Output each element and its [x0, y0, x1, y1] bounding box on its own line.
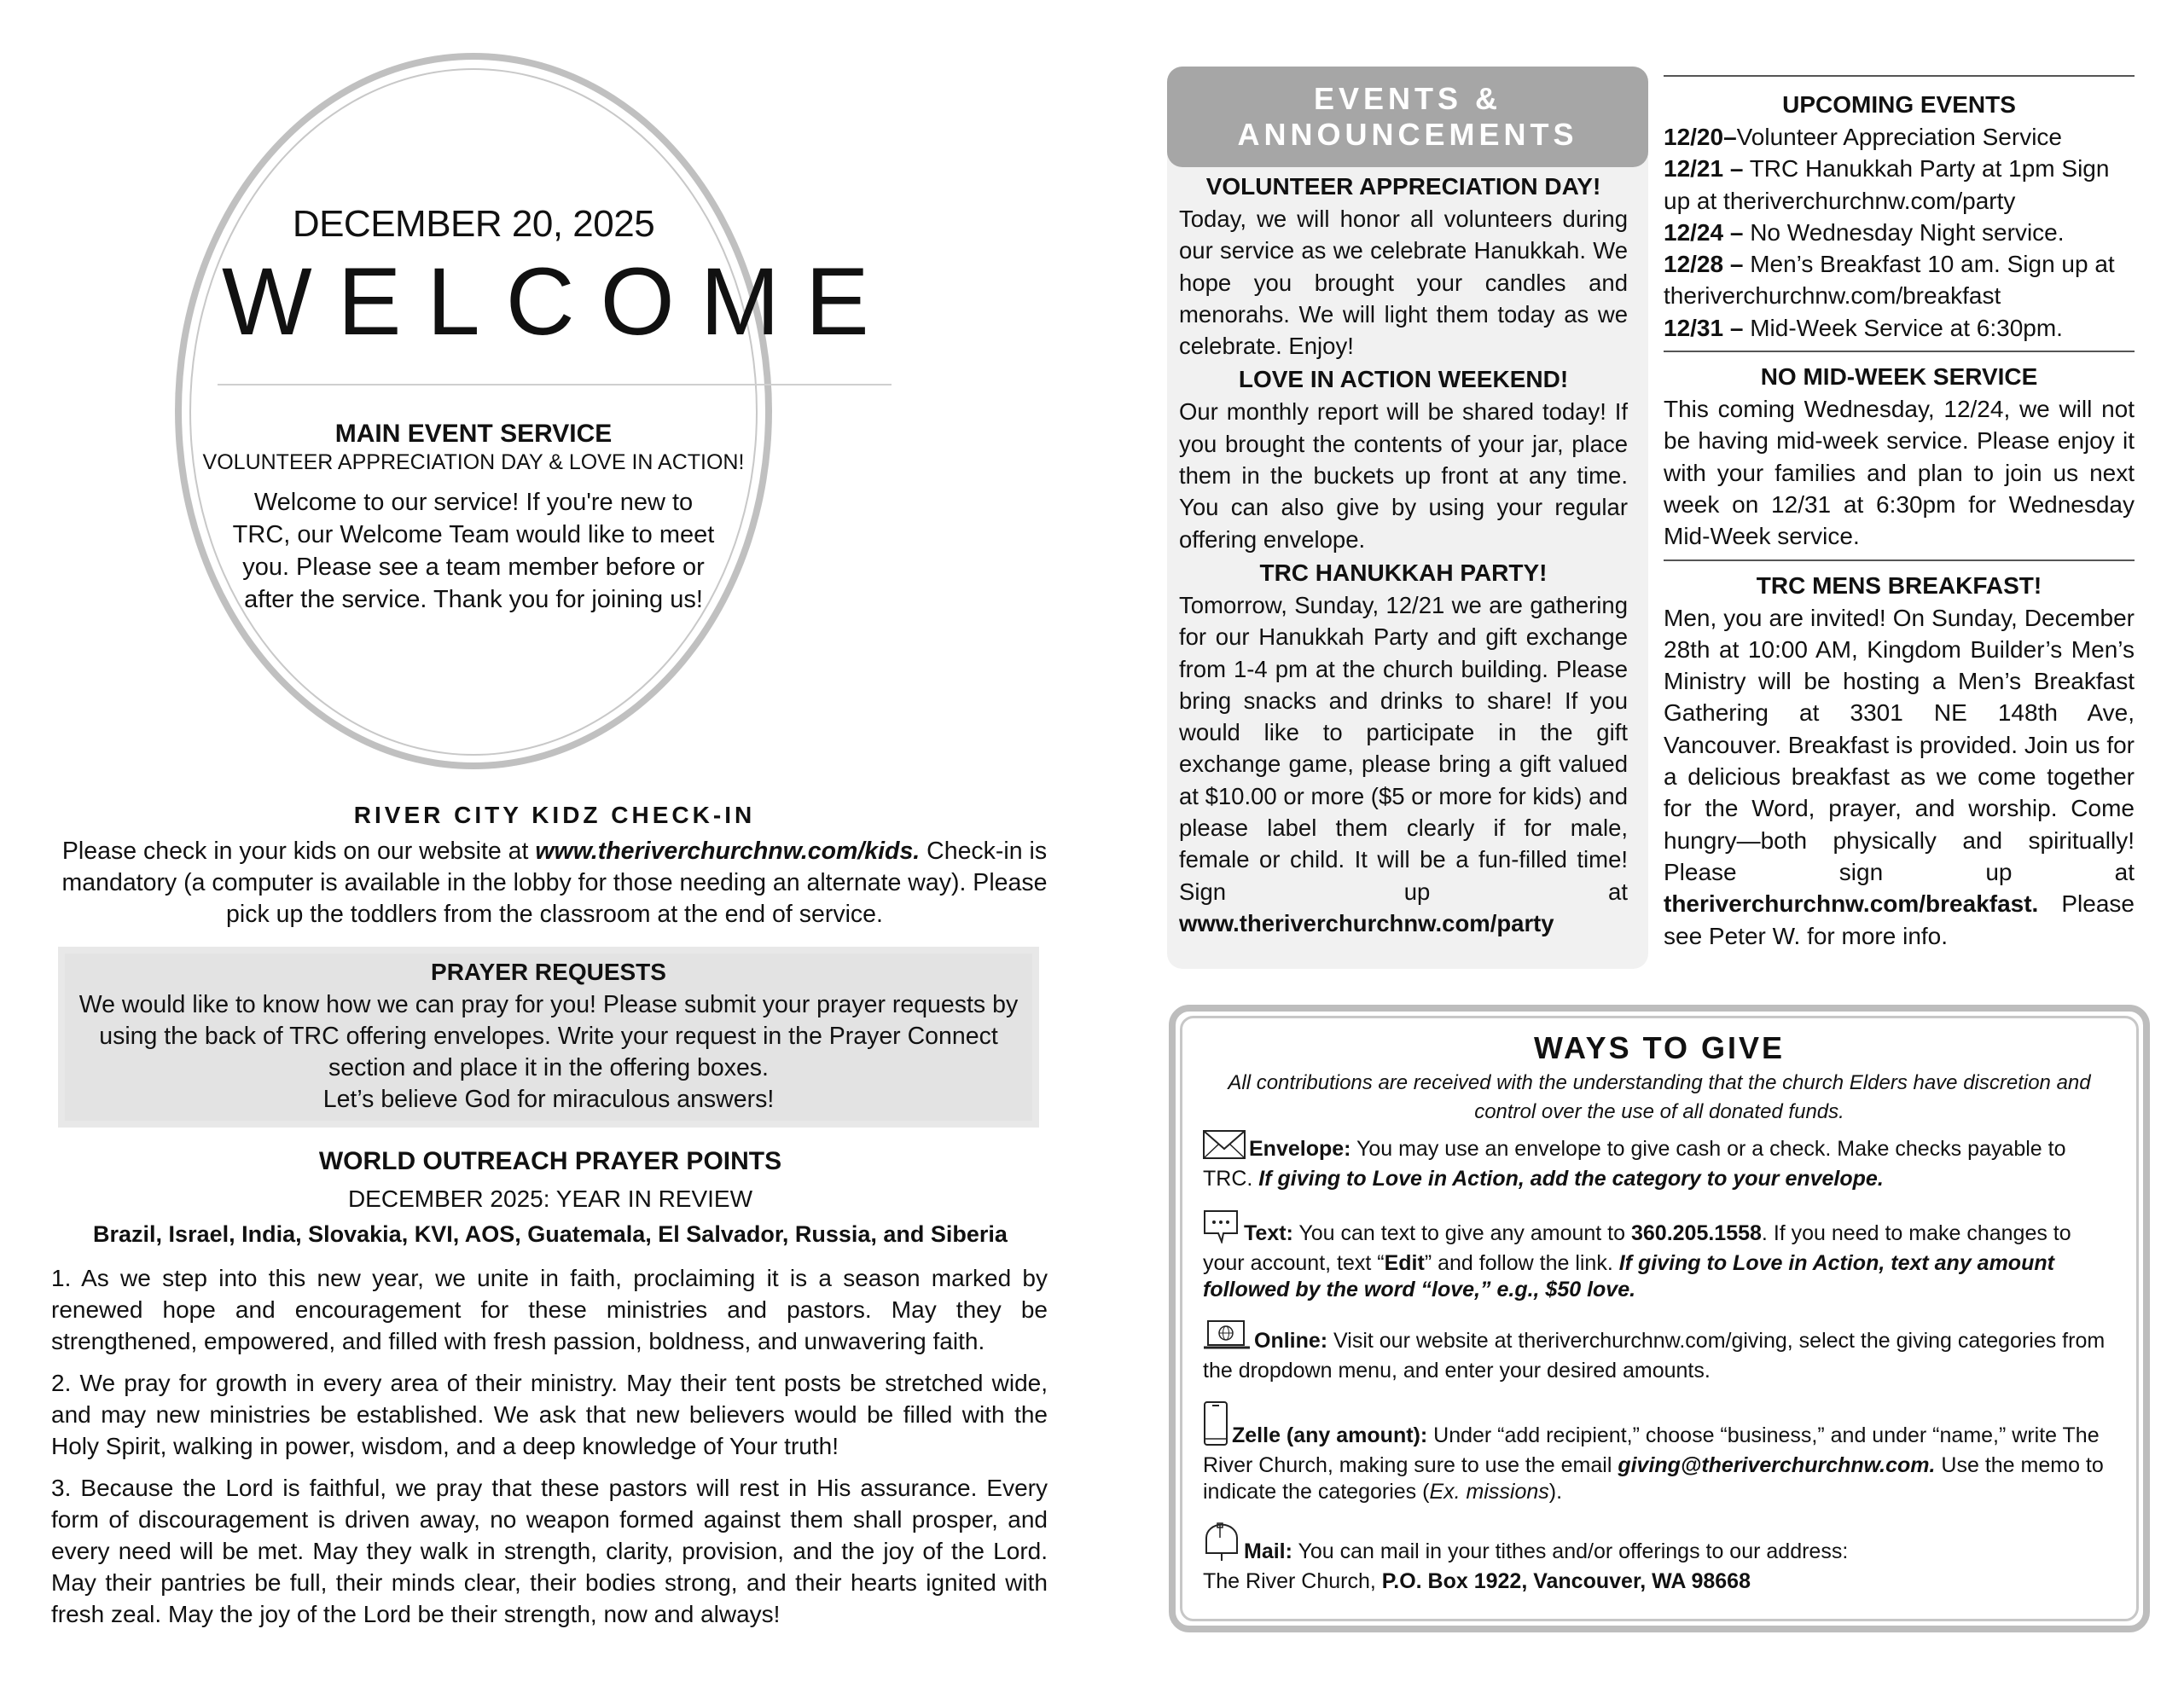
envelope-text: You may use an envelope to give cash or a check. Make checks payable to TRC. — [1203, 1137, 2066, 1191]
breakfast-link[interactable]: theriverchurchnw.com/breakfast. — [1664, 890, 2039, 918]
upcoming-event — [1664, 153, 2135, 217]
mail-address: P.O. Box 1922, Vancouver, WA 98668 — [1381, 1569, 1751, 1593]
events-list — [1179, 171, 1628, 941]
breakfast-body — [1664, 602, 2135, 952]
ways-to-give-title: WAYS TO GIVE — [1533, 1030, 1786, 1065]
event-body-text: Tomorrow, Sunday, 12/21 we are gathering for our Hanukkah Party and gift exchange from 1-4 pm at the church building. Please bring snacks and drinks to share! If you would like to participate in the gift exchange game, please bring a gift valued at $10.00 or more ($5 or more for kids) and please label them clearly if for male, female or child. It will be a fun-filled time! Sign up at — [1179, 591, 1628, 905]
online-label: Online: — [1254, 1329, 1328, 1353]
envelope-icon — [1203, 1130, 1246, 1166]
upcoming-event — [1664, 248, 2135, 312]
service-date: DECEMBER 20, 2025 — [292, 203, 655, 245]
event-body: Today, we will honor all volunteers during our service as we celebrate Hanukkah. We hope you brought your candles and menorahs. We will light them today as we celebrate. Enjoy! — [1179, 206, 1628, 360]
zelle-text3: ). — [1548, 1480, 1563, 1504]
text-text1: You can text to give any amount to — [1292, 1221, 1631, 1245]
prayer-point: 1. As we step into this new year, we unite in faith, proclaiming it is a season marked by renewed hope and encouragement for these ministries and pastors. May they be strengthened, empowered, and filled with fresh passion, boldness, and unwavering faith. — [51, 1265, 1048, 1354]
prayer-closing: Let’s believe God for miraculous answers! — [322, 1086, 775, 1113]
giving-method-text — [1203, 1209, 2107, 1303]
mail-text: You can mail in your tithes and/or offerings to our address: — [1292, 1539, 1849, 1563]
event-title: TRC HANUKKAH PARTY! — [1259, 559, 1548, 586]
welcome-divider — [218, 384, 892, 386]
zelle-text1: Under “add recipient,” choose “business,” and under “name,” write The River Church, making sure to use the email — [1203, 1423, 2100, 1477]
giving-method-mail — [1203, 1522, 2107, 1595]
kidz-text-pre: Please check in your kids on our website at — [61, 838, 536, 865]
text-label: Text: — [1244, 1221, 1293, 1245]
laptop-globe-icon — [1203, 1320, 1251, 1358]
giving-method-online — [1203, 1320, 2107, 1384]
kidz-link[interactable]: www.theriverchurchnw.com/kids. — [535, 838, 921, 865]
upcoming-event-text: TRC Hanukkah Party at 1pm Sign up at theriverchurchnw.com/party — [1664, 155, 2110, 214]
upcoming-event-date: 12/28 – — [1664, 251, 1744, 278]
section-divider — [1664, 75, 2135, 77]
upcoming-events-title: UPCOMING EVENTS — [1782, 91, 2016, 118]
welcome-heading: WELCOME — [222, 248, 895, 355]
prayer-point: 3. Because the Lord is faithful, we pray that these pastors will rest in His assurance. Every form of discouragement is driven away, no weapon formed against them shall prosper, and every need will be met. May they walk in strength, clarity, provision, and the joy of the Lord. May their pantries be full, their minds clear, their bodies strong, and their hearts ignited with fresh zeal. May the joy of the Lord be their strength, now and always! — [51, 1475, 1048, 1627]
upcoming-event-date: 12/21 – — [1664, 155, 1744, 183]
chat-bubble-icon — [1203, 1209, 1240, 1250]
section-divider — [1664, 351, 2135, 352]
upcoming-event-text: Mid-Week Service at 6:30pm. — [1743, 314, 2063, 341]
events-header — [1167, 67, 1648, 167]
world-outreach-points — [51, 1262, 1048, 1640]
phone-icon — [1203, 1401, 1228, 1452]
breakfast-title: TRC MENS BREAKFAST! — [1756, 571, 2042, 599]
events-header-line2: ANNOUNCEMENTS — [1237, 117, 1578, 152]
party-link[interactable]: www.theriverchurchnw.com/party — [1179, 909, 1554, 936]
kidz-checkin-body — [51, 836, 1058, 930]
giving-methods — [1203, 1130, 2107, 1612]
zelle-text2: Use the memo to indicate the categories ( — [1203, 1453, 2104, 1504]
giving-method-zelle — [1203, 1401, 2107, 1505]
event-title: VOLUNTEER APPRECIATION DAY! — [1205, 173, 1601, 200]
event-title: LOVE IN ACTION WEEKEND! — [1238, 366, 1569, 393]
main-event-title: MAIN EVENT SERVICE — [334, 420, 613, 448]
text-text2: . If you need to make changes to your account, text “ — [1203, 1221, 2071, 1275]
mail-address-name: The River Church, — [1203, 1569, 1382, 1593]
world-outreach-subtitle: DECEMBER 2025: YEAR IN REVIEW — [347, 1186, 753, 1212]
midweek-body: This coming Wednesday, 12/24, we will not be having mid-week service. Please enjoy it with your families and plan to join us next week on 12/31 at 6:30pm for Wednesday Mid-Week service. — [1664, 396, 2135, 550]
upcoming-event-text: No Wednesday Night service. — [1743, 218, 2065, 246]
mail-label: Mail: — [1244, 1539, 1292, 1563]
section-divider — [1664, 559, 2135, 561]
breakfast-text: Men, you are invited! On Sunday, December 28th at 10:00 AM, Kingdom Builder’s Men’s Ministry will be hosting a Men’s Breakfast Gathering at 3301 NE 148th Ave, Vancouver. Breakfast is provided. Join us for a delicious breakfast as we come together for the Word, prayer, and worship. Come hungry—both physically and spiritually! Please sign up at — [1664, 604, 2135, 885]
upcoming-event — [1664, 312, 2135, 344]
upcoming-event-date: 12/20– — [1664, 124, 1737, 150]
zelle-example: Ex. missions — [1429, 1480, 1549, 1504]
upcoming-event — [1664, 121, 2135, 153]
upcoming-event-date: 12/24 – — [1664, 218, 1744, 246]
world-outreach-countries: Brazil, Israel, India, Slovakia, KVI, AOS, Guatemala, El Salvador, Russia, and Siberia — [93, 1221, 1008, 1247]
giving-method-envelope — [1203, 1130, 2107, 1192]
text-emphasis: If giving to Love in Action, text any amount followed by the word “love,” e.g., $50 love. — [1203, 1251, 2054, 1301]
kidz-text-post: Check-in is mandatory (a computer is available in the lobby for those needing an alternate way). Please pick up the toddlers from the classroom at the end of service. — [61, 838, 1048, 928]
welcome-circle-inner-ring — [189, 68, 895, 756]
event-body — [1179, 589, 1628, 939]
prayer-body-text: We would like to know how we can pray for you! Please submit your prayer requests by using the back of TRC offering envelopes. Write your request in the Prayer Connect section and place it in the offering boxes. — [78, 991, 1019, 1081]
zelle-email[interactable]: giving@theriverchurchnw.com. — [1618, 1453, 1936, 1477]
text-text3: ” and follow the link. — [1424, 1251, 1619, 1275]
welcome-message: Welcome to our service! If you're new to TRC, our Welcome Team would like to meet you. Please see a team member before or after the service. Thank you for joining us! — [232, 489, 715, 613]
kidz-checkin-title: RIVER CITY KIDZ CHECK-IN — [353, 802, 756, 828]
text-keyword: Edit — [1384, 1251, 1425, 1275]
envelope-emphasis: If giving to Love in Action, add the category to your envelope. — [1258, 1167, 1884, 1191]
events-header-line1: EVENTS & — [1313, 81, 1502, 116]
envelope-label: Envelope: — [1249, 1137, 1351, 1161]
midweek-title: NO MID-WEEK SERVICE — [1760, 363, 2038, 391]
text-phone[interactable]: 360.205.1558 — [1630, 1221, 1762, 1245]
event-body: Our monthly report will be shared today! If you brought the contents of your jar, place them in the buckets up front at any time. You can also give by using your regular offering envelope. — [1179, 398, 1628, 553]
zelle-label: Zelle (any amount): — [1232, 1423, 1428, 1447]
main-event-subtitle: VOLUNTEER APPRECIATION DAY & LOVE IN ACTION! — [202, 450, 745, 474]
breakfast-closing: Please see Peter W. for more info. — [1664, 890, 2135, 949]
prayer-point: 2. We pray for growth in every area of their ministry. May their tent posts be stretched wide, and may new ministries be established. We ask that new believers would be filled with the Holy Spirit, walking in power, wisdom, and a deep knowledge of Your truth! — [51, 1370, 1048, 1459]
ways-to-give-note: All contributions are received with the understanding that the church Elders have discretion and control over the use of all donated funds. — [1228, 1071, 2091, 1123]
world-outreach-title: WORLD OUTREACH PRAYER POINTS — [318, 1147, 782, 1175]
upcoming-event-date: 12/31 – — [1664, 314, 1744, 341]
upcoming-events-column — [1664, 75, 2135, 952]
prayer-requests-title: PRAYER REQUESTS — [431, 959, 666, 985]
upcoming-event-text: Men’s Breakfast 10 am. Sign up at theriverchurchnw.com/breakfast — [1664, 251, 2115, 310]
prayer-requests-body — [68, 989, 1029, 1116]
upcoming-event-text: Volunteer Appreciation Service — [1736, 124, 2062, 150]
upcoming-event — [1664, 217, 2135, 248]
online-text: Visit our website at theriverchurchnw.com/giving, select the giving categories from the dropdown menu, and enter your desired amounts. — [1203, 1329, 2106, 1383]
mailbox-icon — [1203, 1522, 1240, 1568]
